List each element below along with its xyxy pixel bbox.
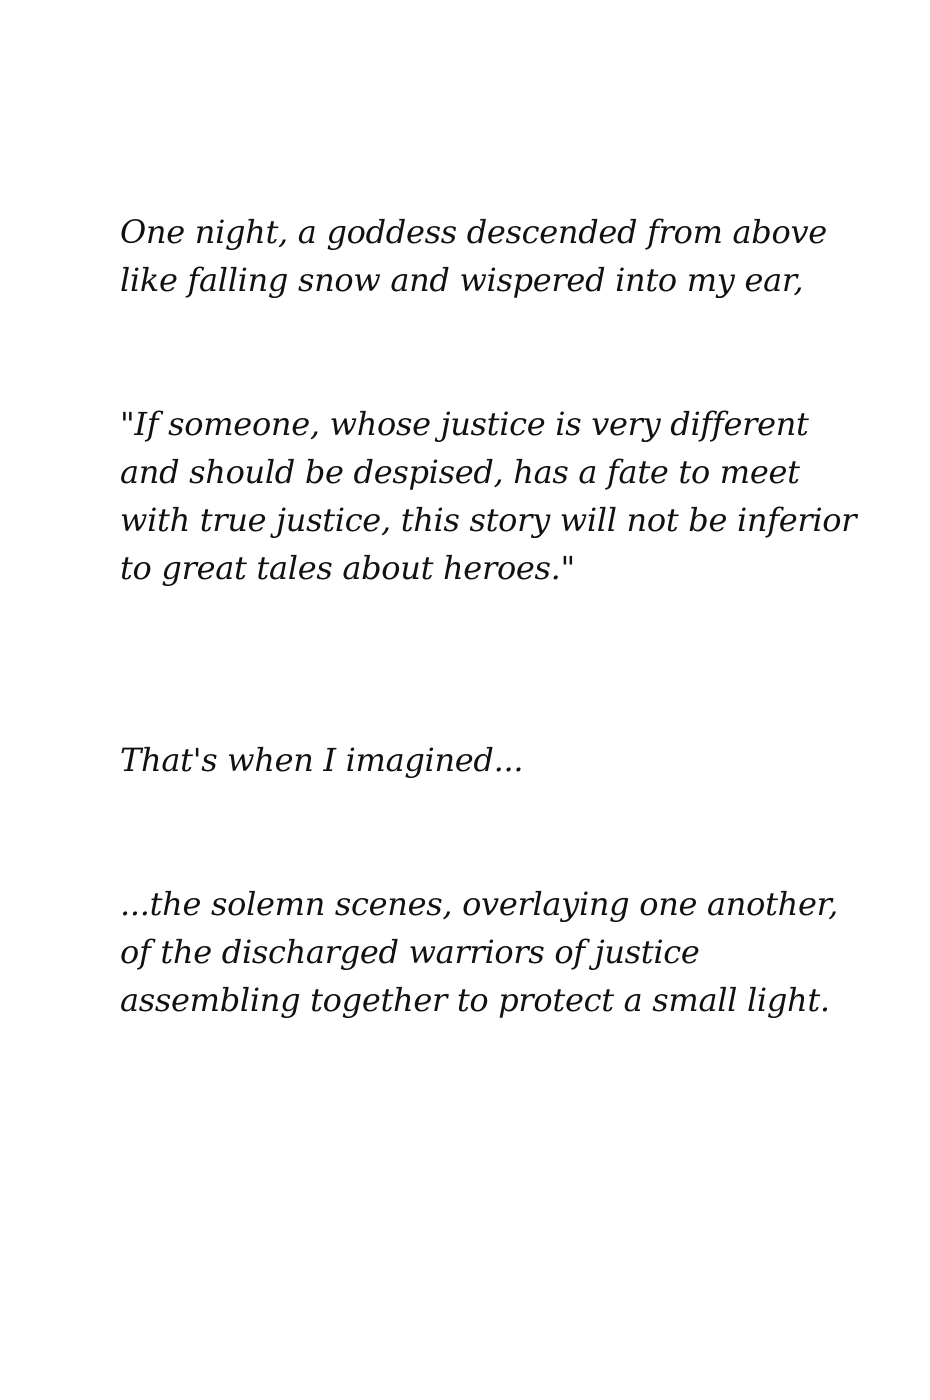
text-line: That's when I imagined... xyxy=(120,741,524,779)
text-line: of the discharged warriors of justice xyxy=(120,933,700,971)
text-line: "If someone, whose justice is very different xyxy=(120,405,809,443)
text-line: and should be despised, has a fate to meet xyxy=(120,453,800,491)
paragraph-scenes xyxy=(120,880,838,1024)
text-line: ...the solemn scenes, overlaying one another, xyxy=(120,885,838,923)
text-line: with true justice, this story will not be inferior xyxy=(120,501,857,539)
paragraph-quote xyxy=(120,400,856,592)
paragraph-imagined xyxy=(120,736,523,784)
text-line: One night, a goddess descended from above xyxy=(120,213,827,251)
text-line: to great tales about heroes." xyxy=(120,549,575,587)
text-line: like falling snow and wispered into my ear, xyxy=(120,261,804,299)
text-line: assembling together to protect a small light. xyxy=(120,981,830,1019)
paragraph-goddess xyxy=(120,208,827,304)
